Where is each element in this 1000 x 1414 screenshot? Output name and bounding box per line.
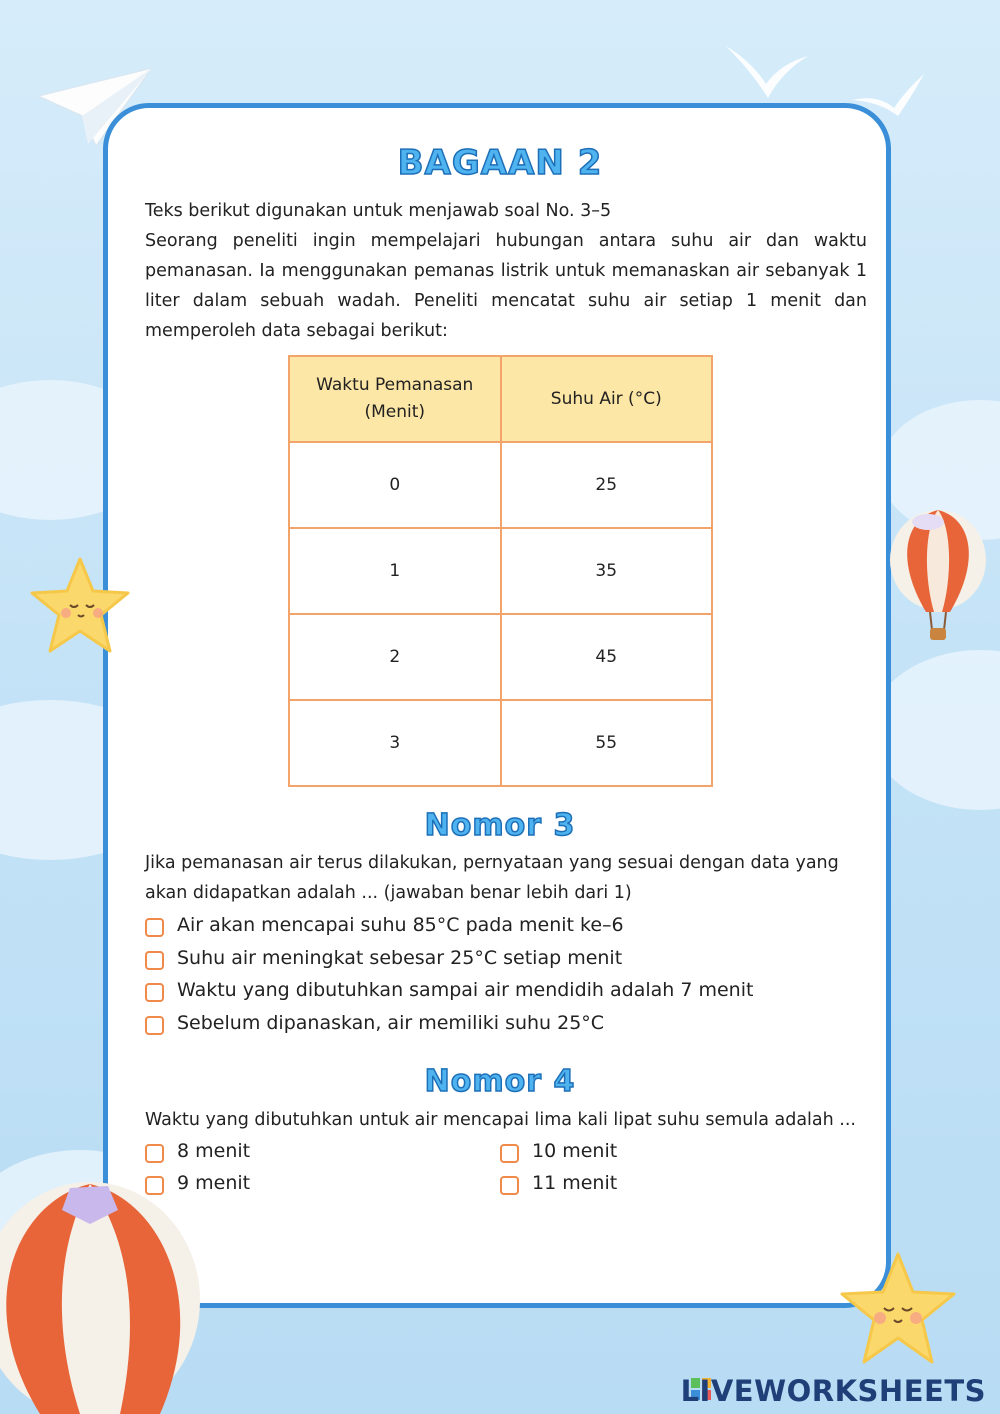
question-3-title: Nomor 3 <box>424 808 576 843</box>
checkbox[interactable] <box>145 1144 164 1163</box>
question-4-text: Waktu yang dibutuhkan untuk air mencapai lima kali lipat suhu semula adalah ... <box>145 1110 856 1130</box>
option-label: Waktu yang dibutuhkan sampai air mendidih adalah 7 menit <box>177 979 754 1001</box>
table-cell: 0 <box>289 442 501 528</box>
table-cell: 35 <box>501 528 713 614</box>
table-cell: 55 <box>501 700 713 786</box>
intro-paragraph-line: memperoleh data sebagai berikut: <box>145 321 448 341</box>
option-label: 9 menit <box>177 1172 251 1194</box>
brand-wordmark: LIVEWORKSHEETS <box>680 1374 986 1408</box>
checkbox[interactable] <box>145 918 164 937</box>
checkbox[interactable] <box>145 983 164 1002</box>
option-label: 8 menit <box>177 1140 251 1162</box>
table-header-cell <box>289 356 501 442</box>
header-time-label: Waktu Pemanasan <box>316 375 474 395</box>
option-label: Sebelum dipanaskan, air memiliki suhu 25°C <box>177 1012 605 1034</box>
question-line: akan didapatkan adalah ... (jawaban benar lebih dari 1) <box>145 883 632 903</box>
section-title: BAGAAN 2 <box>397 143 603 183</box>
hot-air-balloon-icon <box>0 1180 200 1414</box>
table-cell: 3 <box>289 700 501 786</box>
hot-air-balloon-icon <box>886 508 990 648</box>
table-cell: 25 <box>501 442 713 528</box>
table-cell: 2 <box>289 614 501 700</box>
star-icon <box>836 1250 960 1368</box>
intro-line: Teks berikut digunakan untuk menjawab soal No. 3–5 <box>145 201 612 221</box>
star-icon <box>26 555 134 655</box>
intro-text <box>145 196 867 346</box>
table-cell: 1 <box>289 528 501 614</box>
seagull-icon <box>722 42 812 102</box>
option-label: Suhu air meningkat sebesar 25°C setiap menit <box>177 947 623 969</box>
table-header-cell: Suhu Air (°C) <box>501 356 713 442</box>
question-4-title: Nomor 4 <box>424 1064 576 1099</box>
table-row <box>289 614 712 700</box>
checkbox[interactable] <box>145 1016 164 1035</box>
option-label: 10 menit <box>532 1140 618 1162</box>
question-3-text <box>145 848 867 908</box>
question-line: Jika pemanasan air terus dilakukan, pernyataan yang sesuai dengan data yang <box>145 853 839 873</box>
checkbox[interactable] <box>145 951 164 970</box>
table-row <box>289 528 712 614</box>
intro-paragraph-line: pemanasan. Ia menggunakan pemanas listrik untuk memanaskan air sebanyak 1 <box>145 261 867 281</box>
table-cell: 45 <box>501 614 713 700</box>
intro-paragraph-line: liter dalam sebuah wadah. Peneliti mencatat suhu air setiap 1 menit dan <box>145 291 867 311</box>
table-row <box>289 442 712 528</box>
intro-paragraph-line: Seorang peneliti ingin mempelajari hubungan antara suhu air dan waktu <box>145 231 867 251</box>
header-time-unit: (Menit) <box>364 402 426 422</box>
table-row <box>289 700 712 786</box>
table-header-row <box>289 356 712 442</box>
option-label: 11 menit <box>532 1172 618 1194</box>
option-label: Air akan mencapai suhu 85°C pada menit ke–6 <box>177 914 624 936</box>
checkbox[interactable] <box>500 1176 519 1195</box>
checkbox[interactable] <box>500 1144 519 1163</box>
data-table <box>288 355 713 787</box>
